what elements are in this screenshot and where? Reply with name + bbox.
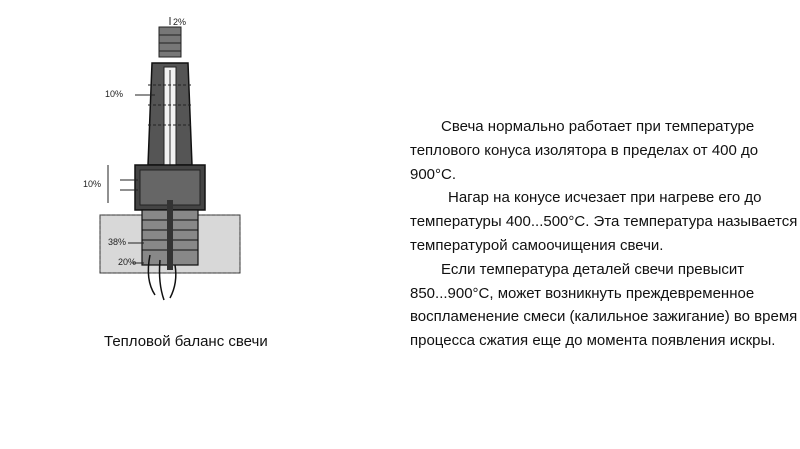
body-text — [410, 115, 800, 353]
spark-plug-diagram — [80, 15, 245, 315]
label-10-percent-top: 10% — [105, 89, 124, 99]
label-2-percent: 2% — [173, 17, 187, 27]
paragraph-normal-operation: Свеча нормально работает при температуре теплового конуса изолятора в пределах от 400 до 900°С. — [410, 118, 759, 183]
paragraph-self-cleaning: Нагар на конусе исчезает при нагреве его до температуры 400...500°С. Эта температура называется температурой самоочищения свечи. — [410, 189, 798, 254]
paragraph-overheating: Если температура деталей свечи превысит 850...900°С, может возникнуть преждевременное воспламенение смеси (калильное зажигание) во время процесса сжатия еще до момента появления искры. — [410, 260, 798, 350]
label-10-percent-mid: 10% — [83, 179, 102, 189]
figure-caption: Тепловой баланс свечи — [104, 333, 268, 350]
label-20-percent: 20% — [118, 257, 137, 267]
label-38-percent: 38% — [108, 237, 127, 247]
spark-plug-drawing — [80, 15, 245, 315]
